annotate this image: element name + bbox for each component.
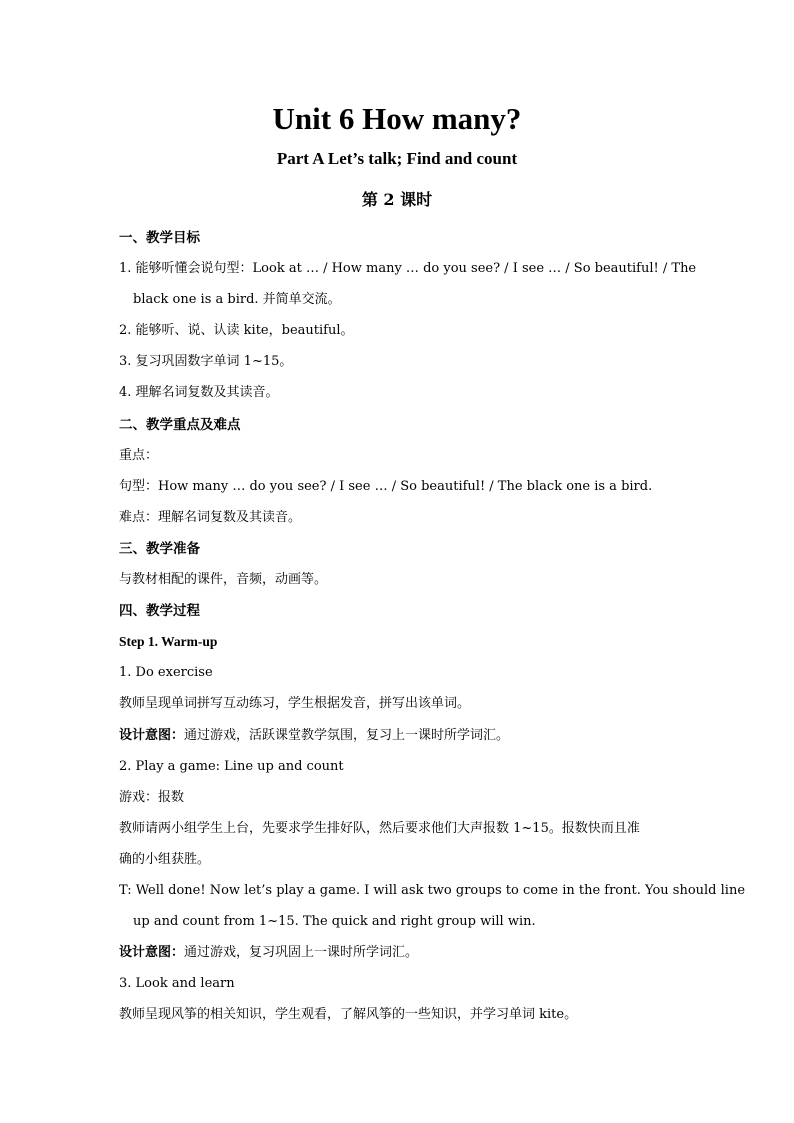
- section-heading-process: 四、教学过程: [119, 603, 200, 620]
- teacher-line-2: up and count from 1~15. The quick and right group will win.: [133, 914, 536, 930]
- design-intent-text: 通过游戏，活跃课堂教学氛围，复习上一课时所学词汇。: [184, 727, 510, 743]
- exercise-3-text: 教师呈现风筝的相关知识，学生观看，了解风筝的一些知识，并学习单词 kite。: [119, 1007, 578, 1023]
- exercise-2-intent: [119, 941, 679, 972]
- exercise-1-text: 教师呈现单词拼写互动练习，学生根据发音，拼写出该单词。: [119, 696, 471, 712]
- lesson-number: 第 2 课时: [361, 190, 433, 209]
- objective-1-line-2: black one is a bird. 并简单交流。: [133, 292, 341, 308]
- exercise-2-game: 游戏：报数: [119, 789, 185, 805]
- exercise-2-title: 2. Play a game: Line up and count: [119, 758, 344, 774]
- document-title: Unit 6 How many?: [272, 101, 522, 136]
- objective-1-line-1: 1. 能够听懂会说句型：Look at … / How many … do you see? / I see … / So beautiful! / The: [119, 261, 697, 277]
- design-intent-text: 通过游戏，复习巩固上一课时所学词汇。: [184, 945, 419, 961]
- key-point-label: 重点：: [119, 447, 159, 463]
- difficulty: 难点：理解名词复数及其读音。: [119, 509, 302, 525]
- teacher-line-1: T: Well done! Now let’s play a game. I will ask two groups to come in the front. You should line: [119, 882, 746, 898]
- preparation-text: 与教材相配的课件，音频，动画等。: [119, 572, 328, 588]
- section-heading-key-points: 二、教学重点及难点: [119, 416, 241, 433]
- objective-2: 2. 能够听、说、认读 kite，beautiful。: [119, 323, 354, 339]
- section-heading-objectives: 一、教学目标: [119, 230, 200, 246]
- document-body: [119, 226, 746, 1034]
- objective-3: 3. 复习巩固数字单词 1~15。: [119, 354, 293, 370]
- step-1-title: Step 1. Warm-up: [119, 634, 218, 650]
- exercise-3-title: 3. Look and learn: [119, 976, 235, 992]
- exercise-2-text-line-2: 确的小组获胜。: [119, 851, 211, 867]
- key-sentence-patterns: 句型：How many … do you see? / I see … / So beautiful! / The black one is a bird.: [119, 478, 653, 494]
- design-intent-label: 设计意图：: [119, 727, 185, 743]
- design-intent-label: 设计意图：: [119, 945, 185, 961]
- document-subtitle: Part A Let’s talk; Find and count: [276, 149, 518, 168]
- exercise-2-text-line-1: 教师请两小组学生上台，先要求学生排好队，然后要求他们大声报数 1~15。报数快而且准: [119, 820, 640, 836]
- exercise-1-title: 1. Do exercise: [119, 665, 213, 681]
- exercise-1-intent: [119, 724, 679, 755]
- section-heading-preparation: 三、教学准备: [119, 540, 200, 557]
- objective-4: 4. 理解名词复数及其读音。: [119, 385, 279, 401]
